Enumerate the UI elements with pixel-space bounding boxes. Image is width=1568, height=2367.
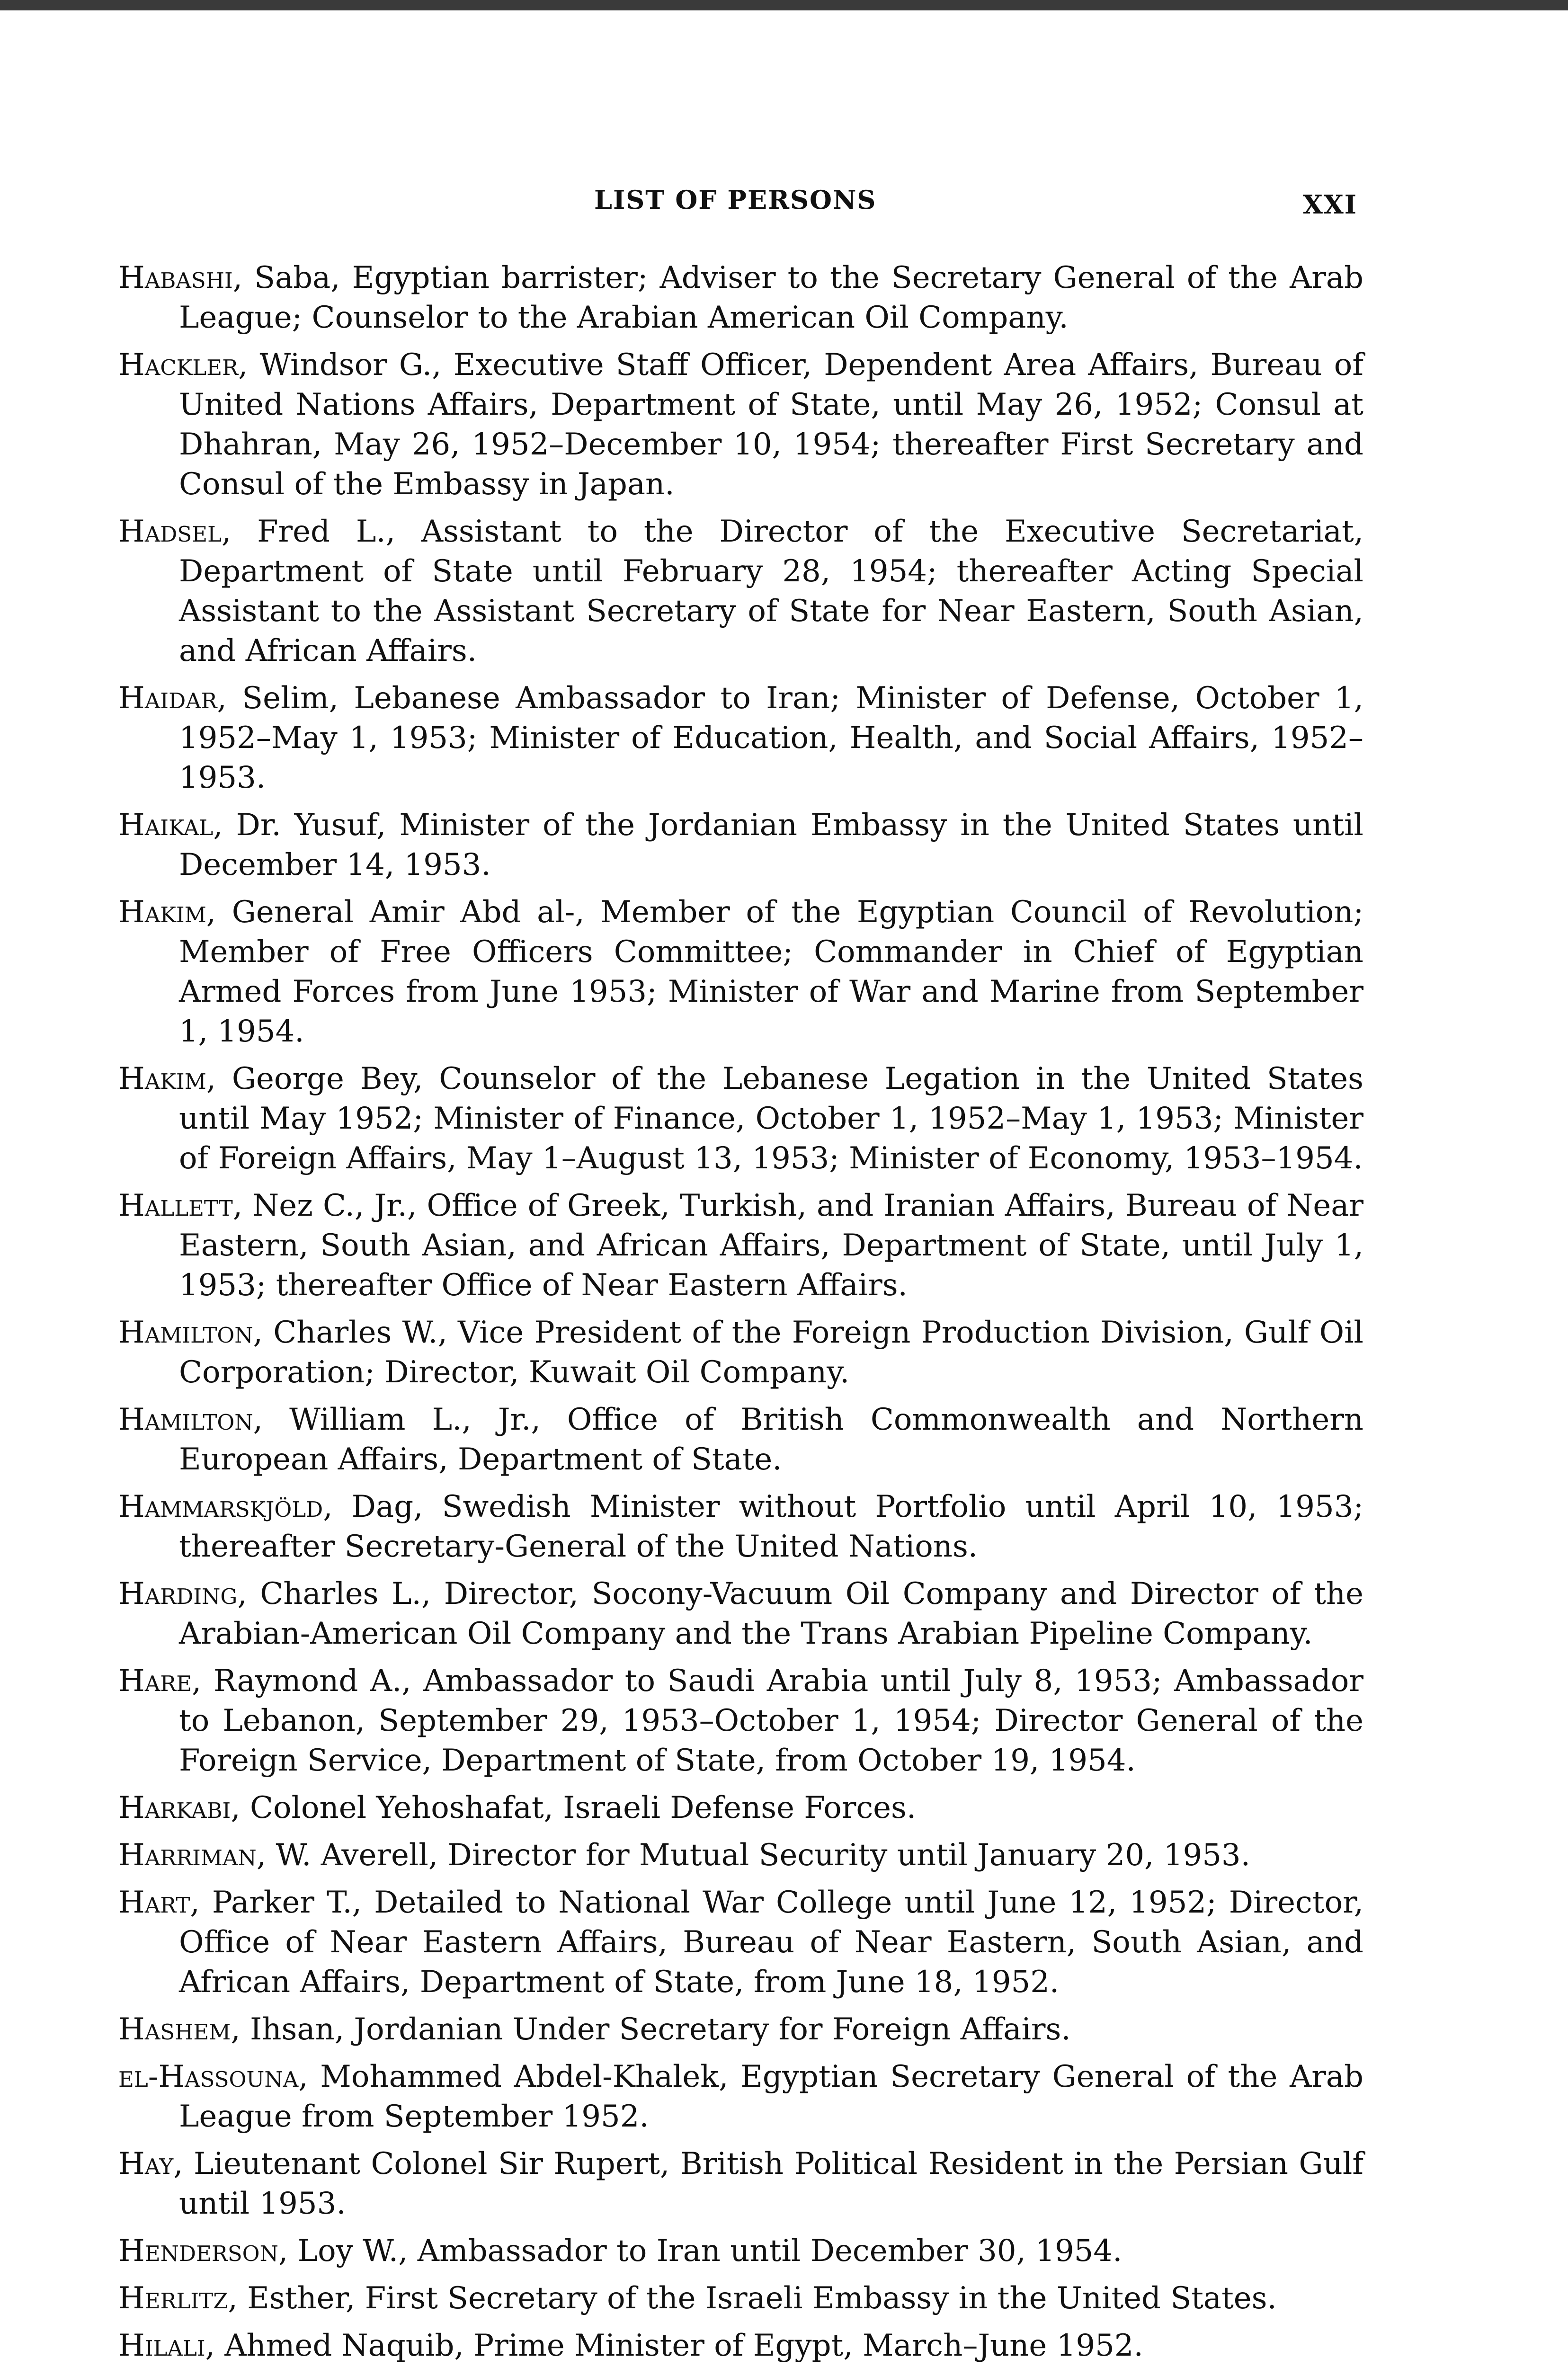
person-entry-hadsel xyxy=(118,512,1363,671)
entry-surname: Hare xyxy=(118,1664,192,1699)
entry-description: , Selim, Lebanese Ambassador to Iran; Minister of Defense, October 1, 1952–May 1, 1953; Minister of Education, Health, and Social Affairs, 1952–1953. xyxy=(179,681,1363,795)
person-entry-hart xyxy=(118,1883,1363,2002)
entry-description: , Esther, First Secretary of the Israeli Embassy in the United States. xyxy=(228,2281,1277,2316)
entry-description: , Colonel Yehoshafat, Israeli Defense Forces. xyxy=(231,1790,917,1825)
entry-surname: Hamilton xyxy=(118,1315,253,1350)
persons-list xyxy=(118,258,1363,2367)
running-header: LIST OF PERSONS xyxy=(594,185,877,215)
entry-surname: Hackler xyxy=(118,347,238,383)
person-entry-hakim-george xyxy=(118,1059,1363,1178)
entry-description: , William L., Jr., Office of British Commonwealth and Northern European Affairs, Department of State. xyxy=(179,1402,1363,1477)
entry-surname: Haikal xyxy=(118,808,214,843)
entry-surname: Hilali xyxy=(118,2328,205,2363)
entry-description: , Charles W., Vice President of the Foreign Production Division, Gulf Oil Corporation; Director, Kuwait Oil Company. xyxy=(179,1315,1363,1390)
entry-description: , Saba, Egyptian barrister; Adviser to the Secretary General of the Arab League; Counselor to the Arabian American Oil Company. xyxy=(179,260,1363,335)
person-entry-hammarskjold xyxy=(118,1487,1363,1566)
entry-description: , George Bey, Counselor of the Lebanese Legation in the United States until May 1952; Minister of Finance, October 1, 1952–May 1, 1953; Minister of Foreign Affairs, May 1–August 13, 1953; Minister of Economy, 1953–1954. xyxy=(179,1061,1363,1176)
person-entry-hamilton-william xyxy=(118,1400,1363,1479)
person-entry-hashem xyxy=(118,2010,1363,2049)
entry-description: , W. Averell, Director for Mutual Security until January 20, 1953. xyxy=(256,1838,1250,1873)
person-entry-haikal xyxy=(118,805,1363,885)
person-entry-hilali xyxy=(118,2326,1363,2366)
person-entry-hare xyxy=(118,1661,1363,1780)
entry-surname: el-Hassouna xyxy=(118,2059,299,2094)
person-entry-harriman xyxy=(118,1835,1363,1875)
page-number: XXI xyxy=(1303,189,1358,220)
entry-surname: Hallett xyxy=(118,1188,233,1223)
top-border-rule xyxy=(0,0,1568,10)
person-entry-hackler xyxy=(118,345,1363,504)
entry-description: , Lieutenant Colonel Sir Rupert, British Political Resident in the Persian Gulf until 1953. xyxy=(173,2146,1363,2221)
person-entry-habashi xyxy=(118,258,1363,338)
entry-description: , Raymond A., Ambassador to Saudi Arabia until July 8, 1953; Ambassador to Lebanon, September 29, 1953–October 1, 1954; Director General of the Foreign Service, Department of State, from October 19, 1954. xyxy=(179,1664,1363,1778)
person-entry-hamilton-charles xyxy=(118,1313,1363,1392)
entry-surname: Henderson xyxy=(118,2234,278,2269)
person-entry-harkabi xyxy=(118,1788,1363,1828)
person-entry-harding xyxy=(118,1574,1363,1654)
entry-description: , Ahmed Naquib, Prime Minister of Egypt, March–June 1952. xyxy=(205,2328,1143,2363)
entry-surname: Haidar xyxy=(118,681,217,716)
entry-surname: Habashi xyxy=(118,260,233,295)
entry-surname: Harriman xyxy=(118,1838,257,1873)
person-entry-hay xyxy=(118,2144,1363,2224)
entry-description: , Parker T., Detailed to National War College until June 12, 1952; Director, Office of Near Eastern Affairs, Bureau of Near Eastern, South Asian, and African Affairs, Department of State, from June 18, 1952. xyxy=(179,1885,1363,2000)
entry-surname: Hay xyxy=(118,2146,174,2181)
entry-description: , Windsor G., Executive Staff Officer, Dependent Area Affairs, Bureau of United Nations Affairs, Department of State, until May 26, 1952; Consul at Dhahran, May 26, 1952–December 10, 1954; thereafter First Secretary and Consul of the Embassy in Japan. xyxy=(179,347,1363,502)
entry-description: , General Amir Abd al-, Member of the Egyptian Council of Revolution; Member of Free Officers Committee; Commander in Chief of Egyptian Armed Forces from June 1953; Minister of War and Marine from September 1, 1954. xyxy=(179,895,1363,1049)
person-entry-haidar xyxy=(118,678,1363,798)
entry-description: , Mohammed Abdel-Khalek, Egyptian Secretary General of the Arab League from September 1952. xyxy=(179,2059,1363,2134)
entry-description: , Loy W., Ambassador to Iran until December 30, 1954. xyxy=(278,2234,1123,2269)
entry-surname: Harkabi xyxy=(118,1790,231,1825)
entry-surname: Harding xyxy=(118,1576,238,1611)
person-entry-herlitz xyxy=(118,2278,1363,2318)
person-entry-el-hassouna xyxy=(118,2057,1363,2136)
entry-surname: Hamilton xyxy=(118,1402,253,1437)
person-entry-henderson xyxy=(118,2231,1363,2271)
entry-description: , Fred L., Assistant to the Director of the Executive Secretariat, Department of State until February 28, 1954; thereafter Acting Special Assistant to the Assistant Secretary of State for Near Eastern, South Asian, and African Affairs. xyxy=(179,514,1363,668)
entry-surname: Hakim xyxy=(118,1061,206,1096)
entry-description: , Ihsan, Jordanian Under Secretary for Foreign Affairs. xyxy=(231,2012,1071,2047)
entry-surname: Herlitz xyxy=(118,2281,228,2316)
entry-surname: Hammarskjöld xyxy=(118,1489,323,1524)
entry-surname: Hart xyxy=(118,1885,190,1920)
entry-description: , Nez C., Jr., Office of Greek, Turkish, and Iranian Affairs, Bureau of Near Eastern, South Asian, and African Affairs, Department of State, until July 1, 1953; thereafter Office of Near Eastern Affairs. xyxy=(179,1188,1363,1303)
person-entry-hallett xyxy=(118,1186,1363,1305)
entry-surname: Hakim xyxy=(118,895,206,930)
entry-description: , Dr. Yusuf, Minister of the Jordanian Embassy in the United States until December 14, 1953. xyxy=(179,808,1363,882)
entry-description: , Dag, Swedish Minister without Portfolio until April 10, 1953; thereafter Secretary-General of the United Nations. xyxy=(179,1489,1363,1564)
entry-surname: Hadsel xyxy=(118,514,222,549)
entry-surname: Hashem xyxy=(118,2012,231,2047)
person-entry-hakim-amir xyxy=(118,892,1363,1051)
entry-description: , Charles L., Director, Socony-Vacuum Oil Company and Director of the Arabian-American Oil Company and the Trans Arabian Pipeline Company. xyxy=(179,1576,1363,1651)
